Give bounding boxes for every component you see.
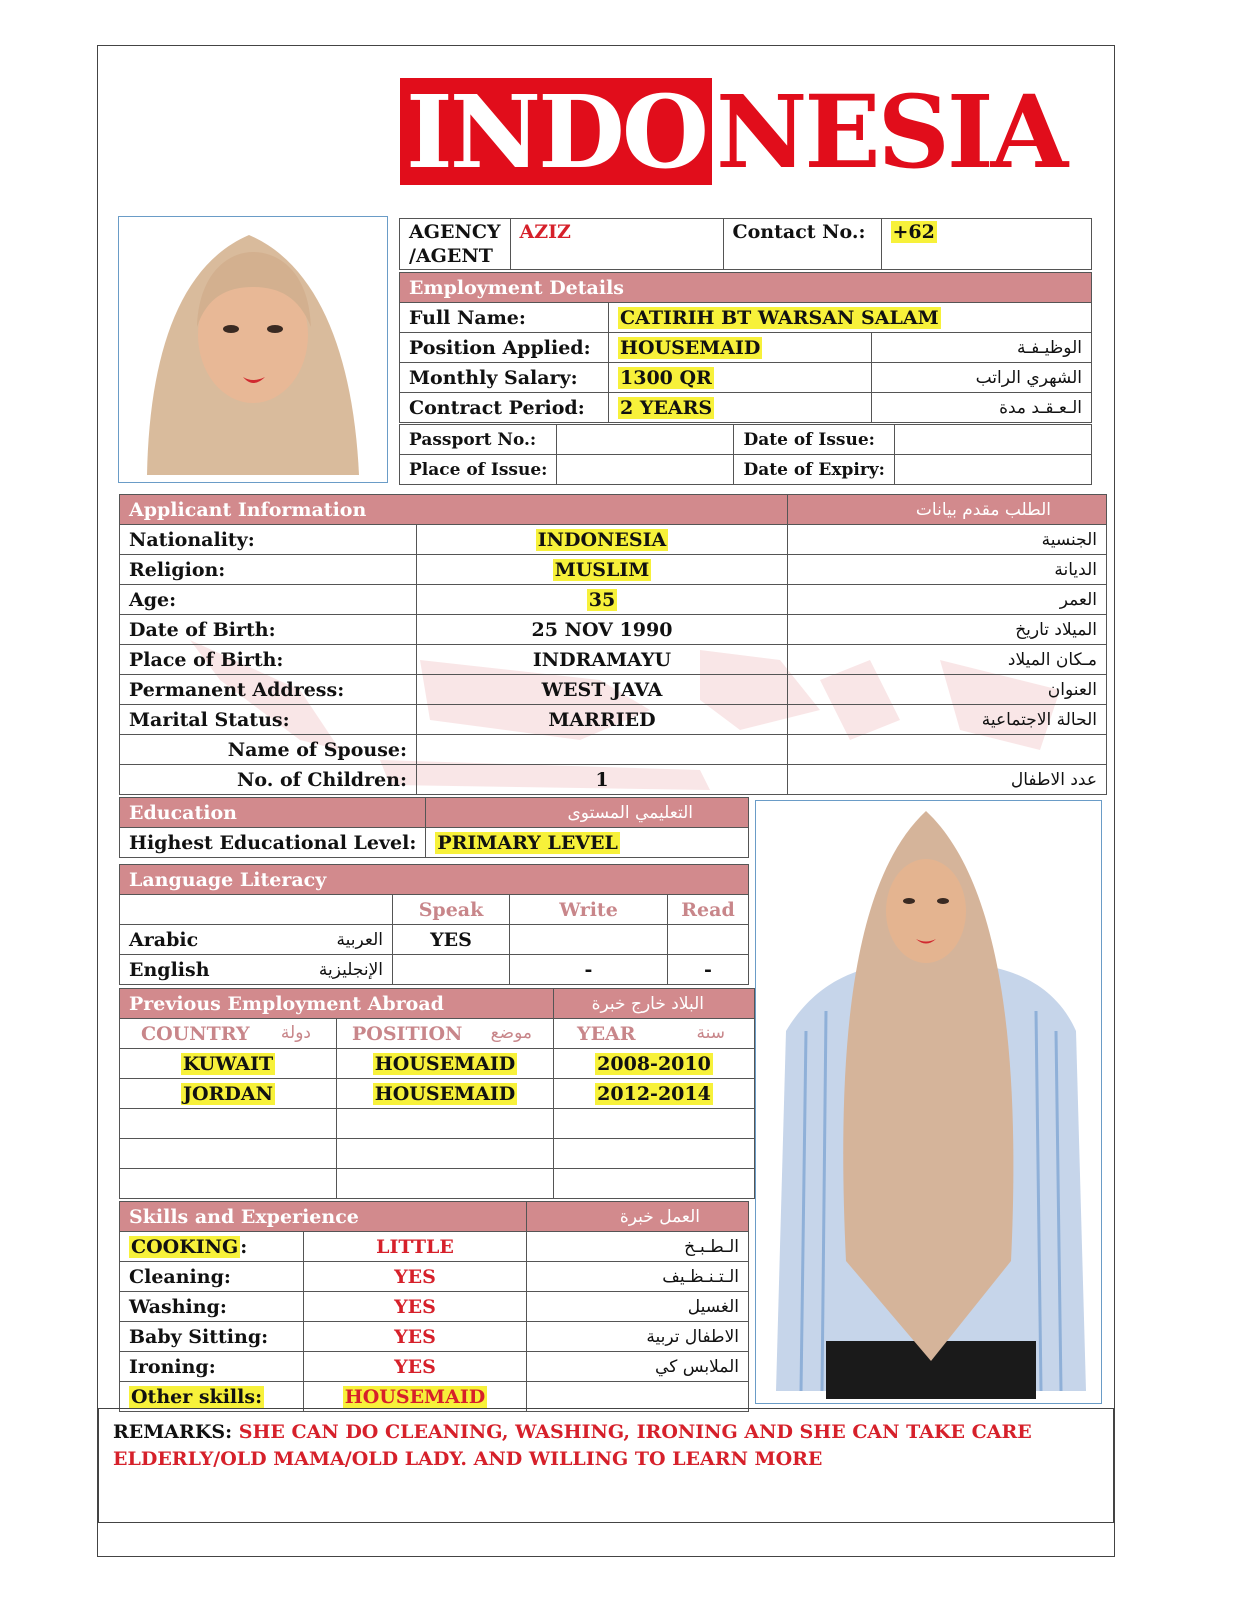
skill-row <box>120 1292 749 1322</box>
year-col-ar: سنة <box>696 1022 725 1043</box>
write-col: Write <box>510 895 668 925</box>
previous-row-empty <box>120 1139 755 1169</box>
other-skills-ar <box>527 1382 749 1412</box>
logo-boxed-text: INDO <box>400 78 712 185</box>
position-label: Position Applied: <box>400 333 609 363</box>
previous-header-ar: البلاد خارج خبرة <box>554 989 755 1019</box>
salary-label: Monthly Salary: <box>400 363 609 393</box>
read-col: Read <box>668 895 749 925</box>
remarks-box <box>98 1408 1114 1523</box>
arabic-write <box>510 925 668 955</box>
remarks-text: SHE CAN DO CLEANING, WASHING, IRONING AND SHE CAN TAKE CARE ELDERLY/OLD MAMA/OLD LADY. AND WILLING TO LEARN MORE <box>113 1421 1032 1470</box>
nationality-value: INDONESIA <box>537 528 667 551</box>
applicant-row <box>120 615 1107 645</box>
employment-table <box>399 272 1092 423</box>
applicant-row <box>120 675 1107 705</box>
country-col: COUNTRY <box>141 1022 250 1045</box>
skill-row: COOKING : LITTLE الـطـبـخ <box>120 1232 749 1262</box>
dob-value: 25 NOV 1990 <box>417 615 788 645</box>
prev-year-2: 2012-2014 <box>597 1082 711 1105</box>
place-issue-value <box>557 455 734 485</box>
marital-ar: الحالة الاجتماعية <box>788 705 1107 735</box>
prev-position-2: HOUSEMAID <box>374 1082 516 1105</box>
babysitting-ar: الاطفال تربية <box>527 1322 749 1352</box>
marital-label: Marital Status: <box>120 705 417 735</box>
previous-row <box>120 1049 755 1079</box>
age-value: 35 <box>588 588 616 611</box>
cleaning-label: Cleaning: <box>120 1262 304 1292</box>
language-blank-cell-ar <box>278 895 393 925</box>
speak-col: Speak <box>393 895 510 925</box>
applicant-row <box>120 645 1107 675</box>
passport-table <box>399 424 1092 485</box>
issue-date-value <box>894 425 1091 455</box>
position-col: POSITION <box>352 1022 463 1045</box>
country-col-ar: دولة <box>280 1022 311 1043</box>
portrait-photo <box>118 216 388 483</box>
skill-row <box>120 1352 749 1382</box>
passport-no-label: Passport No.: <box>400 425 557 455</box>
cooking-ar: الـطـبـخ <box>527 1232 749 1262</box>
pob-label: Place of Birth: <box>120 645 417 675</box>
age-label: Age: <box>120 585 417 615</box>
cleaning-value: YES <box>304 1262 527 1292</box>
washing-ar: الغسيل <box>527 1292 749 1322</box>
religion-ar: الديانة <box>788 555 1107 585</box>
country-logo <box>400 72 1066 191</box>
nationality-ar: الجنسية <box>788 525 1107 555</box>
expiry-date-value <box>894 455 1091 485</box>
skills-header-ar: العمل خبرة <box>527 1202 749 1232</box>
applicant-row <box>120 525 1107 555</box>
other-skills-value: HOUSEMAID <box>344 1385 486 1408</box>
agency-table <box>399 218 1092 270</box>
age-ar: العمر <box>788 585 1107 615</box>
place-issue-label: Place of Issue: <box>400 455 557 485</box>
issue-date-label: Date of Issue: <box>734 425 894 455</box>
position-label-ar: الوظيـفـة <box>872 333 1092 363</box>
address-ar: العنوان <box>788 675 1107 705</box>
position-col-ar: موضع <box>490 1022 532 1043</box>
marital-value: MARRIED <box>417 705 788 735</box>
full-name-label: Full Name: <box>400 303 609 333</box>
address-value: WEST JAVA <box>417 675 788 705</box>
remarks-label: REMARKS: <box>113 1421 233 1443</box>
nationality-label: Nationality: <box>120 525 417 555</box>
spouse-ar <box>788 735 1107 765</box>
religion-label: Religion: <box>120 555 417 585</box>
contract-value: 2 YEARS <box>620 396 713 419</box>
salary-value: 1300 QR <box>620 366 712 389</box>
washing-value: YES <box>304 1292 527 1322</box>
english-label: English <box>120 955 279 985</box>
pob-ar: مـكان الميلاد <box>788 645 1107 675</box>
ironing-value: YES <box>304 1352 527 1382</box>
cooking-label: COOKING <box>131 1235 239 1258</box>
pob-value: INDRAMAYU <box>417 645 788 675</box>
contact-label: Contact No.: <box>723 219 881 270</box>
language-table <box>119 864 749 985</box>
education-header: Education <box>120 798 426 828</box>
english-speak <box>393 955 510 985</box>
skills-table <box>119 1201 749 1412</box>
education-value: PRIMARY LEVEL <box>437 831 618 854</box>
education-label: Highest Educational Level: <box>120 828 426 858</box>
agency-label: AGENCY /AGENT <box>400 219 511 270</box>
children-label: No. of Children: <box>120 765 417 795</box>
year-col: YEAR <box>577 1022 636 1045</box>
previous-row-empty <box>120 1169 755 1199</box>
contract-label: Contract Period: <box>400 393 609 423</box>
english-label-ar: الإنجليزية <box>278 955 393 985</box>
address-label: Permanent Address: <box>120 675 417 705</box>
salary-label-ar: الشهري الراتب <box>872 363 1092 393</box>
prev-position-1: HOUSEMAID <box>374 1052 516 1075</box>
previous-header: Previous Employment Abroad <box>120 989 554 1019</box>
applicant-row <box>120 585 1107 615</box>
prev-country-1: KUWAIT <box>182 1052 274 1075</box>
applicant-row <box>120 765 1107 795</box>
passport-no-value <box>557 425 734 455</box>
prev-country-2: JORDAN <box>183 1082 273 1105</box>
full-body-photo <box>755 800 1102 1404</box>
spouse-value <box>417 735 788 765</box>
applicant-row <box>120 735 1107 765</box>
full-name-value: CATIRIH BT WARSAN SALAM <box>620 306 939 329</box>
applicant-header: Applicant Information <box>120 495 788 525</box>
children-ar: عدد الاطفال <box>788 765 1107 795</box>
language-row <box>120 925 749 955</box>
logo-plain-text: NESIA <box>716 72 1066 191</box>
agency-name: AZIZ <box>510 219 723 270</box>
arabic-label: Arabic <box>120 925 279 955</box>
language-header: Language Literacy <box>120 865 749 895</box>
previous-row-empty <box>120 1109 755 1139</box>
dob-ar: الميلاد تاريخ <box>788 615 1107 645</box>
dob-label: Date of Birth: <box>120 615 417 645</box>
babysitting-value: YES <box>304 1322 527 1352</box>
applicant-row <box>120 555 1107 585</box>
expiry-date-label: Date of Expiry: <box>734 455 894 485</box>
ironing-ar: الملابس كي <box>527 1352 749 1382</box>
cooking-value: LITTLE <box>304 1232 527 1262</box>
skill-row <box>120 1382 749 1412</box>
skills-header: Skills and Experience <box>120 1202 527 1232</box>
arabic-label-ar: العربية <box>278 925 393 955</box>
ironing-label: Ironing: <box>120 1352 304 1382</box>
children-value: 1 <box>417 765 788 795</box>
language-blank-cell <box>120 895 279 925</box>
position-value: HOUSEMAID <box>620 336 761 359</box>
english-read: - <box>668 955 749 985</box>
religion-value: MUSLIM <box>554 558 650 581</box>
employment-header: Employment Details <box>400 273 1092 303</box>
education-header-ar: التعليمي المستوى <box>426 798 749 828</box>
babysitting-label: Baby Sitting: <box>120 1322 304 1352</box>
applicant-table <box>119 494 1107 795</box>
arabic-speak: YES <box>393 925 510 955</box>
skill-row <box>120 1262 749 1292</box>
spouse-label: Name of Spouse: <box>120 735 417 765</box>
arabic-read <box>668 925 749 955</box>
washing-label: Washing: <box>120 1292 304 1322</box>
prev-year-1: 2008-2010 <box>597 1052 711 1075</box>
previous-row <box>120 1079 755 1109</box>
applicant-row <box>120 705 1107 735</box>
applicant-header-ar: الطلب مقدم بيانات <box>788 495 1107 525</box>
previous-employment-table <box>119 988 755 1199</box>
skill-row <box>120 1322 749 1352</box>
language-row <box>120 955 749 985</box>
english-write: - <box>510 955 668 985</box>
education-table <box>119 797 749 858</box>
other-skills-label: Other skills: <box>131 1385 263 1408</box>
contract-label-ar: الـعـقـد مدة <box>872 393 1092 423</box>
contact-value: +62 <box>892 221 935 243</box>
cleaning-ar: الـتـنـظـيف <box>527 1262 749 1292</box>
